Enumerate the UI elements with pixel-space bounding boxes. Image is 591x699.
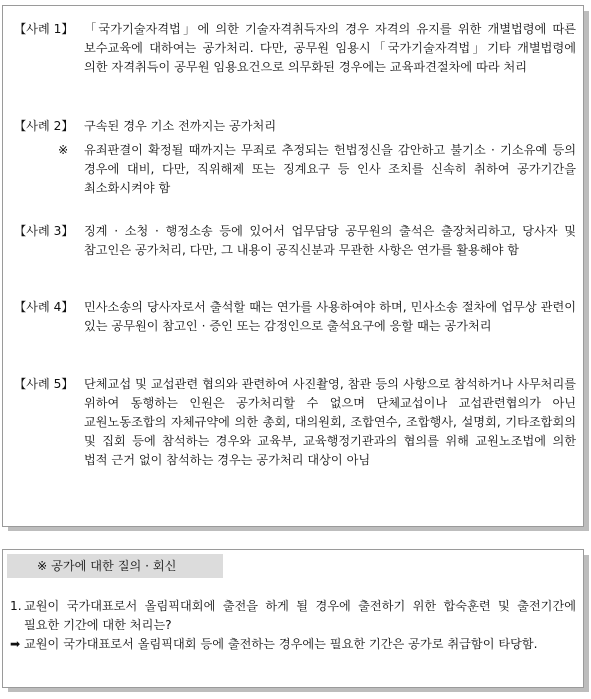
case-4-text: 민사소송의 당사자로서 출석할 때는 연가를 사용하여야 하며, 민사소송 절차에 업무상 관련이 있는 공무원이 참고인 · 증인 또는 감정인으로 출석요구에 응할 때는 공가처리 — [84, 300, 576, 333]
arrow-right-icon: ➡ — [10, 637, 21, 651]
case-3-label: 【사례 3】 — [14, 224, 74, 238]
case-5-label: 【사례 5】 — [14, 377, 74, 391]
case-1-text: 「국가기술자격법」에 의한 기술자격취득자의 경우 자격의 유지를 위한 개별법령에 따른 보수교육에 대하여는 공가처리. 다만, 공무원 임용시「국가기술자격법」기타 개별법령에 의한 자격취득이 공무원 임용요건으로 의무화된 경우에는 교육파견절차에 따라 처리 — [84, 22, 576, 74]
box-shadow-right — [584, 11, 589, 527]
case-4-label: 【사례 4】 — [14, 300, 74, 314]
case-1-label: 【사례 1】 — [14, 22, 74, 36]
case-3-text: 징계 · 소청 · 행정소송 등에 있어서 업무담당 공무원의 출석은 출장처리하고, 당사자 및 참고인은 공가처리, 다만, 그 내용이 공직신분과 무관한 사항은 연가를 활용해야 함 — [84, 224, 576, 257]
qa-title: ※ 공가에 대한 질의 · 회신 — [37, 559, 177, 573]
qa-title-tab — [7, 554, 223, 578]
case-2-text: 구속된 경우 기소 전까지는 공가처리 — [84, 119, 277, 133]
answer-text: 교원이 국가대표로서 올림픽대회 등에 출전하는 경우에는 필요한 기간은 공가로 취급함이 타당함. — [24, 637, 538, 651]
question-text: 교원이 국가대표로서 올림픽대회에 출전을 하게 될 경우에 출전하기 위한 합숙훈련 및 출전기간에 필요한 기간에 대한 처리는? — [24, 599, 576, 632]
case-2-note-text: 유죄판결이 확정될 때까지는 무죄로 추정되는 헌법정신을 감안하고 불기소 · 기소유예 등의 경우에 대비, 다만, 직위해제 또는 징계요구 등 인사 조치를 신속히 취하여 공가기간을 최소화시켜야 함 — [84, 143, 576, 195]
case-5-text: 단체교섭 및 교섭관련 협의와 관련하여 사진촬영, 참관 등의 사항으로 참석하거나 사무처리를 위하여 동행하는 인원은 공가처리할 수 없으며 단체교섭이나 교섭관련협의가 아닌 교원노동조합의 자체규약에 의한 총회, 대의원회, 조합연수, 조합행사, 설명회, 기타조합회의 및 집회 등에 참석하는 경우와 교육부, 교육행정기관과의 협의를 위해 교원노조법에 의한 법적 근거 없이 참석하는 경우는 공가처리 대상이 아님 — [84, 377, 576, 467]
qa-box-shadow-right — [584, 555, 589, 688]
note-mark-icon: ※ — [58, 143, 69, 157]
question-number: 1. — [10, 599, 22, 613]
case-2-label: 【사례 2】 — [14, 119, 74, 133]
